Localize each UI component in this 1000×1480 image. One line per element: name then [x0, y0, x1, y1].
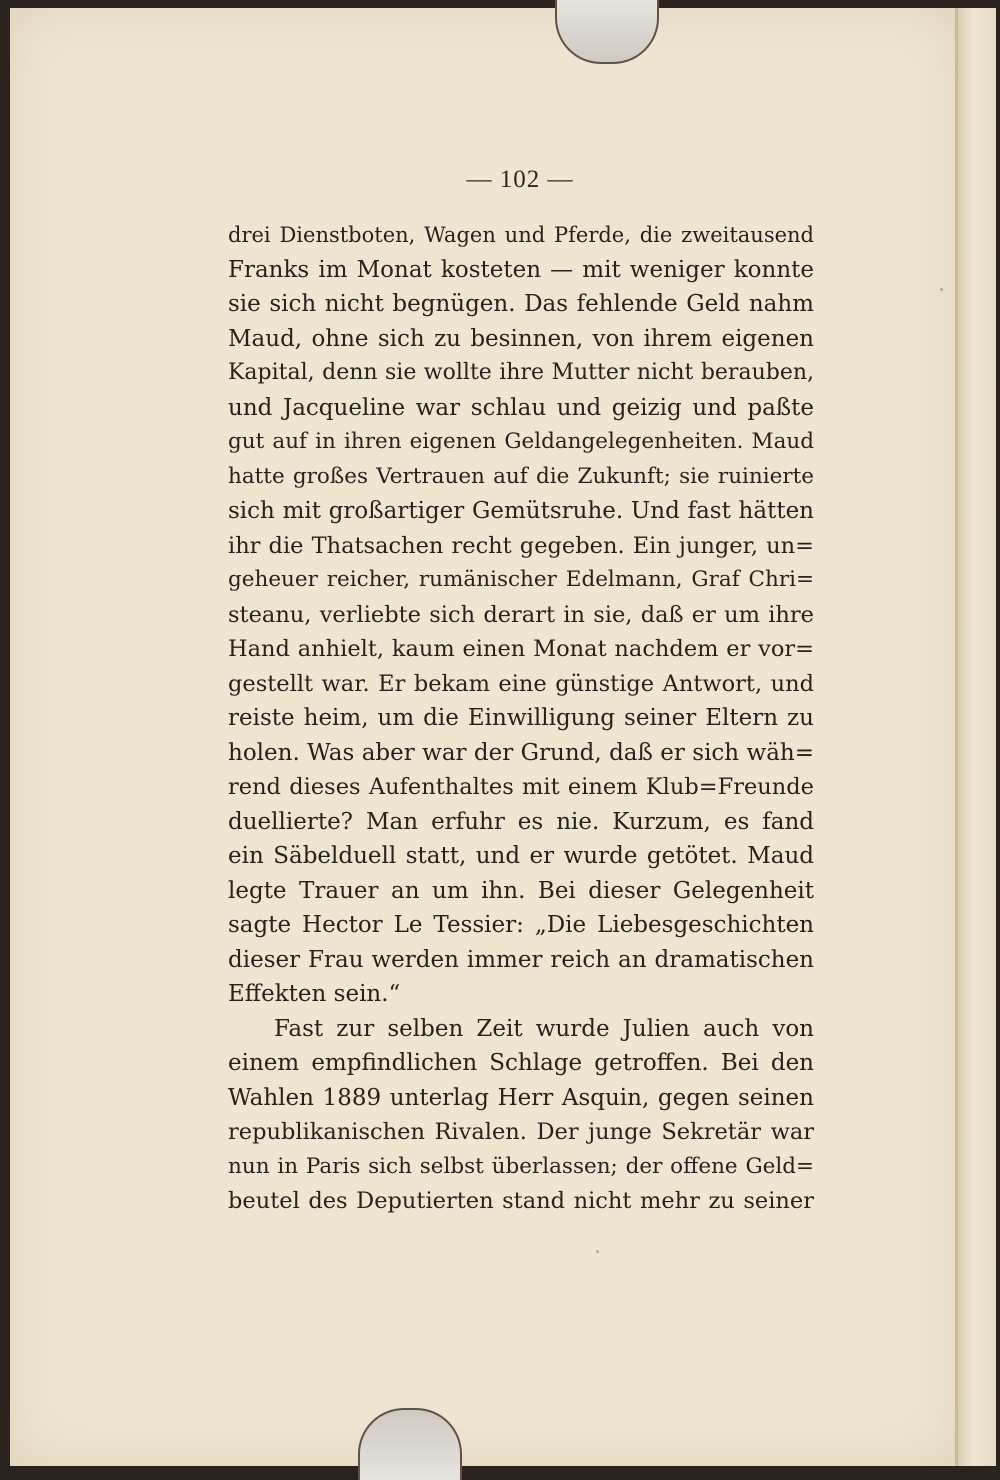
page-clip-bottom — [358, 1408, 462, 1480]
text-line: holen. Was aber war der Grund, daß er sich wäh= — [228, 739, 814, 766]
text-line: beutel des Deputierten stand nicht mehr zu seiner — [228, 1188, 814, 1214]
text-line: ihr die Thatsachen recht gegeben. Ein junger, un= — [228, 532, 814, 559]
text-line: Fast zur selben Zeit wurde Julien auch von — [274, 1015, 814, 1042]
paragraph-2 — [228, 1012, 814, 1219]
text-line: steanu, verliebte sich derart in sie, daß er um ihre — [228, 601, 814, 628]
text-line: und Jacqueline war schlau und geizig und paßte — [228, 394, 814, 421]
page-number: — 102 — — [466, 166, 574, 193]
paragraph-1 — [228, 218, 814, 1012]
text-line: republikanischen Rivalen. Der junge Sekretär war — [228, 1119, 814, 1145]
text-line: Effekten sein.“ — [228, 981, 401, 1007]
text-line: dieser Frau werden immer reich an dramatischen — [228, 946, 814, 973]
text-line: gut auf in ihren eigenen Geldangelegenheiten. Maud — [228, 429, 814, 454]
text-line: einem empfindlichen Schlage getroffen. Bei den — [228, 1050, 814, 1076]
text-line: ein Säbelduell statt, und er wurde getötet. Maud — [228, 843, 814, 869]
text-line: legte Trauer an um ihn. Bei dieser Gelegenheit — [228, 877, 814, 904]
text-line: duellierte? Man erfuhr es nie. Kurzum, es fand — [228, 808, 814, 835]
text-line: sagte Hector Le Tessier: „Die Liebesgeschichten — [228, 912, 814, 938]
next-page-edge — [958, 8, 996, 1466]
text-line: rend dieses Aufenthaltes mit einem Klub=Freunde — [228, 774, 814, 800]
paper-speck — [596, 1250, 599, 1253]
text-line: nun in Paris sich selbst überlassen; der offene Geld= — [228, 1153, 814, 1179]
text-line: sie sich nicht begnügen. Das fehlende Geld nahm — [228, 291, 814, 317]
text-line: Franks im Monat kosteten — mit weniger konnte — [228, 256, 814, 283]
text-line: sich mit großartiger Gemütsruhe. Und fast hätten — [228, 498, 814, 524]
text-line: gestellt war. Er bekam eine günstige Antwort, und — [228, 670, 814, 697]
text-line: Hand anhielt, kaum einen Monat nachdem er vor= — [228, 636, 814, 662]
text-line: Kapital, denn sie wollte ihre Mutter nicht berauben, — [228, 360, 814, 385]
text-line: geheuer reicher, rumänischer Edelmann, Graf Chri= — [228, 567, 814, 592]
text-line: Maud, ohne sich zu besinnen, von ihrem eigenen — [228, 325, 814, 352]
body-text — [228, 218, 814, 1219]
paper-speck — [940, 288, 943, 291]
text-line: Wahlen 1889 unterlag Herr Asquin, gegen seinen — [228, 1084, 814, 1111]
text-line: drei Dienstboten, Wagen und Pferde, die zweitausend — [228, 223, 814, 247]
text-line: reiste heim, um die Einwilligung seiner Eltern zu — [228, 705, 814, 731]
text-line: hatte großes Vertrauen auf die Zukunft; sie ruinierte — [228, 463, 814, 489]
